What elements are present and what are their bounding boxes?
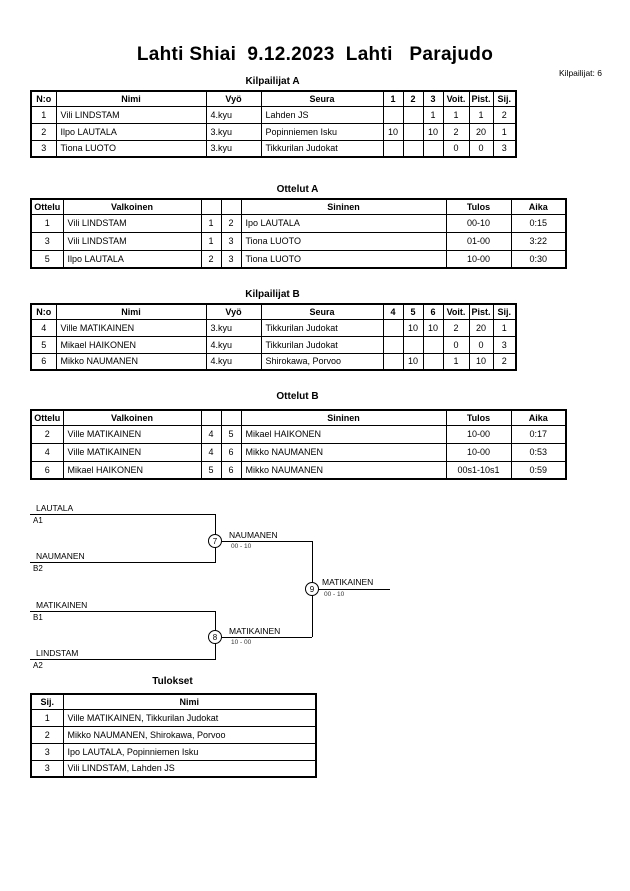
bracket-slot-name: MATIKAINEN (36, 600, 88, 610)
cell-ottelu: 5 (31, 250, 63, 268)
bracket-slot-name: LAUTALA (36, 503, 74, 513)
cell-aika: 0:59 (511, 461, 566, 479)
column-header: Nimi (56, 91, 206, 106)
cell-voit: 2 (443, 123, 469, 140)
cell-nimi: Mikko NAUMANEN (56, 353, 206, 370)
cell-nimi: Mikko NAUMANEN, Shirokawa, Porvoo (63, 726, 316, 743)
cell-sininen: Tiona LUOTO (241, 232, 446, 250)
cell-sininen: Mikael HAIKONEN (241, 425, 446, 443)
cell-nimi: Ville MATIKAINEN, Tikkurilan Judokat (63, 709, 316, 726)
table-row (31, 760, 316, 777)
cell-sininen: Mikko NAUMANEN (241, 443, 446, 461)
bracket-slot-name: NAUMANEN (36, 551, 85, 561)
header-row (31, 694, 316, 709)
cell-pist: 0 (469, 140, 493, 157)
cell-num: 2 (201, 250, 221, 268)
column-header: 4 (383, 304, 403, 319)
cell-valkoinen: Ville MATIKAINEN (63, 425, 201, 443)
column-header: Sij. (31, 694, 63, 709)
cell-tulos: 00-10 (446, 214, 511, 232)
cell-pist: 20 (469, 123, 493, 140)
column-header: Tulos (446, 199, 511, 214)
column-header: Vyö (206, 91, 261, 106)
cell-aika: 0:30 (511, 250, 566, 268)
cell-no: 3 (31, 140, 56, 157)
column-header: Sij. (493, 304, 516, 319)
cell-voit: 0 (443, 140, 469, 157)
bracket-slot-name: LINDSTAM (36, 648, 79, 658)
cell-sij: 2 (31, 726, 63, 743)
column-header: Seura (261, 91, 383, 106)
cell-num: 2 (221, 214, 241, 232)
cell-ottelu: 2 (31, 425, 63, 443)
cell-num: 1 (201, 232, 221, 250)
cell-sij: 1 (31, 709, 63, 726)
cell-voit: 0 (443, 336, 469, 353)
table-row (31, 709, 316, 726)
column-header: Aika (511, 410, 566, 425)
cell-sij: 1 (493, 319, 516, 336)
cell-score: 10 (403, 319, 423, 336)
cell-ottelu: 6 (31, 461, 63, 479)
section-title-kilpailijat-a: Kilpailijat A (245, 76, 300, 87)
cell-no: 2 (31, 123, 56, 140)
cell-sininen: Tiona LUOTO (241, 250, 446, 268)
cell-valkoinen: Vili LINDSTAM (63, 214, 201, 232)
section-title-tulokset: Tulokset (152, 676, 193, 687)
bracket-winner-name: MATIKAINEN (229, 626, 281, 636)
bracket-score: 00 - 10 (231, 543, 252, 550)
cell-seura: Tikkurilan Judokat (261, 319, 383, 336)
cell-pist: 0 (469, 336, 493, 353)
cell-voit: 1 (443, 106, 469, 123)
cell-ottelu: 4 (31, 443, 63, 461)
cell-tulos: 10-00 (446, 443, 511, 461)
bracket-line (222, 541, 312, 542)
column-header: Vyö (206, 304, 261, 319)
bracket-seed: B2 (33, 564, 43, 573)
cell-nimi: Vili LINDSTAM, Lahden JS (63, 760, 316, 777)
match-node: 8 (208, 630, 222, 644)
cell-no: 4 (31, 319, 56, 336)
cell-voit: 1 (443, 353, 469, 370)
tulokset-table (30, 693, 317, 778)
column-header: Valkoinen (63, 199, 201, 214)
cell-valkoinen: Ville MATIKAINEN (63, 443, 201, 461)
cell-nimi: Tiona LUOTO (56, 140, 206, 157)
column-header: Ottelu (31, 199, 63, 214)
cell-score: 10 (383, 123, 403, 140)
bracket-line (30, 659, 216, 660)
cell-aika: 0:17 (511, 425, 566, 443)
cell-num: 4 (201, 443, 221, 461)
column-header: Sininen (241, 410, 446, 425)
cell-pist: 10 (469, 353, 493, 370)
cell-num: 3 (221, 250, 241, 268)
cell-no: 6 (31, 353, 56, 370)
cell-num: 6 (221, 443, 241, 461)
cell-seura: Lahden JS (261, 106, 383, 123)
column-header: N:o (31, 304, 56, 319)
column-header: 5 (403, 304, 423, 319)
bracket-winner-name: NAUMANEN (229, 530, 278, 540)
cell-score: 10 (403, 353, 423, 370)
cell-aika: 0:53 (511, 443, 566, 461)
cell-vyo: 3.kyu (206, 123, 261, 140)
column-header: 2 (403, 91, 423, 106)
cell-vyo: 3.kyu (206, 319, 261, 336)
cell-tulos: 00s1-10s1 (446, 461, 511, 479)
bracket-seed: A2 (33, 661, 43, 670)
column-header: 3 (423, 91, 443, 106)
cell-score: 10 (423, 123, 443, 140)
page-title: Lahti Shiai 9.12.2023 Lahti Parajudo (136, 44, 494, 65)
cell-voit: 2 (443, 319, 469, 336)
cell-sij: 3 (31, 760, 63, 777)
match-node: 7 (208, 534, 222, 548)
competitor-count: Kilpailijat: 6 (559, 68, 602, 78)
bracket-line (30, 611, 216, 612)
cell-nimi: Vili LINDSTAM (56, 106, 206, 123)
match-node: 9 (305, 582, 319, 596)
column-header: Voit. (443, 91, 469, 106)
cell-num: 6 (221, 461, 241, 479)
bracket-line (319, 589, 390, 590)
column-header: Tulos (446, 410, 511, 425)
column-header: Nimi (63, 694, 316, 709)
cell-pist: 1 (469, 106, 493, 123)
cell-aika: 3:22 (511, 232, 566, 250)
cell-vyo: 4.kyu (206, 353, 261, 370)
cell-seura: Shirokawa, Porvoo (261, 353, 383, 370)
cell-ottelu: 3 (31, 232, 63, 250)
cell-aika: 0:15 (511, 214, 566, 232)
cell-valkoinen: Ilpo LAUTALA (63, 250, 201, 268)
cell-num: 4 (201, 425, 221, 443)
cell-tulos: 10-00 (446, 425, 511, 443)
bracket-seed: A1 (33, 516, 43, 525)
cell-sij: 3 (493, 140, 516, 157)
column-header: Seura (261, 304, 383, 319)
cell-valkoinen: Vili LINDSTAM (63, 232, 201, 250)
cell-vyo: 4.kyu (206, 106, 261, 123)
table-row (31, 743, 316, 760)
cell-tulos: 10-00 (446, 250, 511, 268)
cell-sij: 3 (31, 743, 63, 760)
column-header: Pist. (469, 91, 493, 106)
bracket-line (30, 562, 216, 563)
section-title-ottelut-a: Ottelut A (276, 184, 319, 195)
bracket-score: 00 - 10 (324, 591, 345, 598)
cell-sininen: Ipo LAUTALA (241, 214, 446, 232)
cell-seura: Tikkurilan Judokat (261, 336, 383, 353)
cell-num: 5 (201, 461, 221, 479)
column-header: Voit. (443, 304, 469, 319)
column-header: N:o (31, 91, 56, 106)
cell-vyo: 4.kyu (206, 336, 261, 353)
column-header: Sij. (493, 91, 516, 106)
cell-sij: 3 (493, 336, 516, 353)
cell-vyo: 3.kyu (206, 140, 261, 157)
cell-sij: 2 (493, 106, 516, 123)
cell-tulos: 01-00 (446, 232, 511, 250)
cell-score: 1 (423, 106, 443, 123)
cell-nimi: Ilpo LAUTALA (56, 123, 206, 140)
cell-seura: Popinniemen Isku (261, 123, 383, 140)
cell-nimi: Ville MATIKAINEN (56, 319, 206, 336)
column-header: Aika (511, 199, 566, 214)
cell-valkoinen: Mikael HAIKONEN (63, 461, 201, 479)
bracket-winner-name: MATIKAINEN (322, 577, 374, 587)
cell-seura: Tikkurilan Judokat (261, 140, 383, 157)
cell-score: 10 (423, 319, 443, 336)
bracket-score: 10 - 00 (231, 639, 252, 646)
column-header: Pist. (469, 304, 493, 319)
cell-pist: 20 (469, 319, 493, 336)
table-row (31, 726, 316, 743)
column-header: Valkoinen (63, 410, 201, 425)
bracket-line (222, 637, 312, 638)
column-header: Sininen (241, 199, 446, 214)
cell-nimi: Mikael HAIKONEN (56, 336, 206, 353)
column-header: Nimi (56, 304, 206, 319)
cell-no: 1 (31, 106, 56, 123)
column-header: 1 (383, 91, 403, 106)
cell-ottelu: 1 (31, 214, 63, 232)
section-title-kilpailijat-b: Kilpailijat B (245, 289, 300, 300)
cell-sininen: Mikko NAUMANEN (241, 461, 446, 479)
cell-num: 5 (221, 425, 241, 443)
column-header: Ottelu (31, 410, 63, 425)
cell-nimi: Ipo LAUTALA, Popinniemen Isku (63, 743, 316, 760)
cell-sij: 1 (493, 123, 516, 140)
column-header: 6 (423, 304, 443, 319)
cell-num: 3 (221, 232, 241, 250)
cell-num: 1 (201, 214, 221, 232)
cell-sij: 2 (493, 353, 516, 370)
section-title-ottelut-b: Ottelut B (276, 391, 319, 402)
cell-no: 5 (31, 336, 56, 353)
bracket-seed: B1 (33, 613, 43, 622)
bracket-line (30, 514, 216, 515)
